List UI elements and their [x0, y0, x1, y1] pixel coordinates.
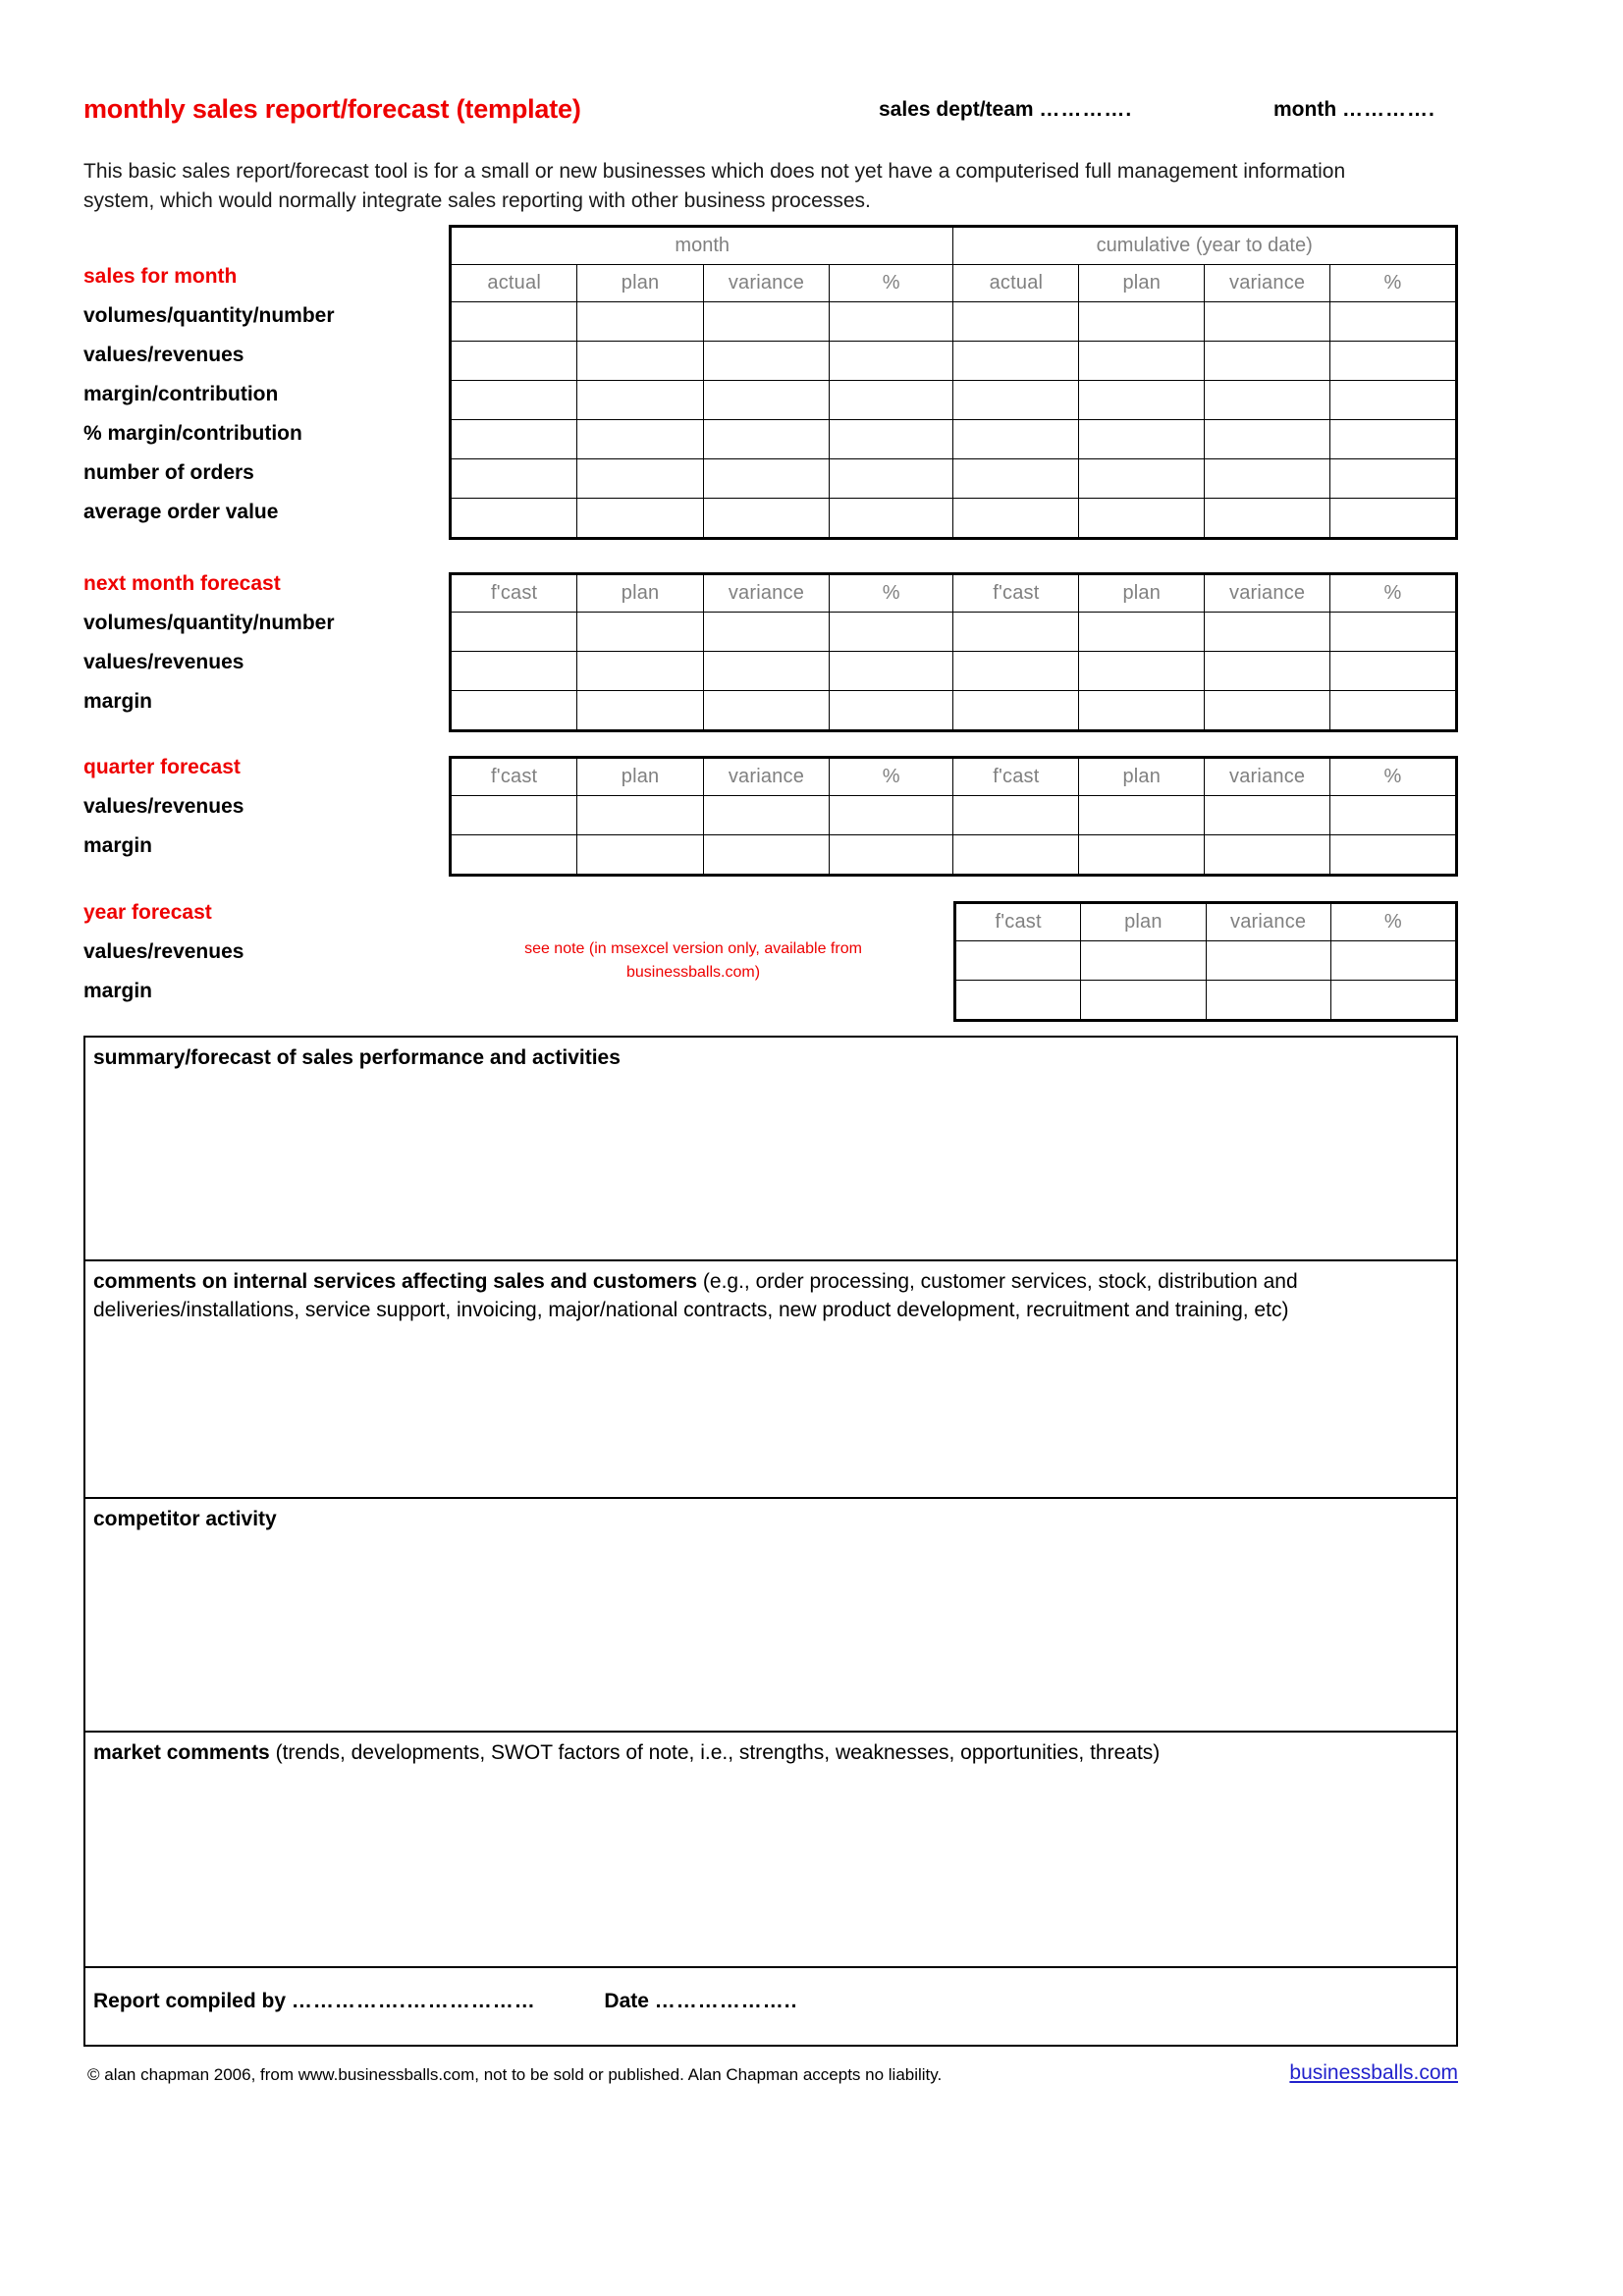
sales-dept-team-dotted-line: …………. [1039, 98, 1133, 121]
input-cell[interactable] [953, 652, 1079, 691]
input-cell[interactable] [953, 459, 1079, 499]
comment-box-competitor-activity[interactable] [85, 1499, 1456, 1733]
input-cell[interactable] [830, 835, 953, 875]
input-cell[interactable] [703, 459, 829, 499]
input-cell[interactable] [452, 499, 577, 538]
table-row [452, 652, 1456, 691]
comment-box-heading [93, 1267, 1448, 1324]
input-cell[interactable] [1205, 381, 1330, 420]
signature-row [85, 1968, 1456, 2045]
group-header-month: month [452, 228, 953, 265]
table-row [452, 835, 1456, 875]
input-cell[interactable] [1205, 459, 1330, 499]
next-month-forecast-labels [83, 564, 437, 721]
input-cell[interactable] [703, 420, 829, 459]
row-label-values: values/revenues [83, 795, 244, 818]
year-forecast-table [953, 901, 1458, 1022]
quarter-forecast-table [449, 756, 1458, 877]
input-cell[interactable] [577, 499, 703, 538]
comment-box-heading [93, 1738, 1448, 1767]
group-header-cumulative: cumulative (year to date) [953, 228, 1456, 265]
comment-box-heading [93, 1505, 1448, 1533]
col-header-ytd-variance: variance [1205, 759, 1330, 796]
input-cell[interactable] [452, 691, 577, 730]
copyright-notice: © alan chapman 2006, from www.businessballs.com, not to be sold or published. Alan Chapman accepts no liability. [87, 2065, 943, 2084]
input-cell[interactable] [1330, 835, 1456, 875]
col-header-ytd-percent: % [1330, 575, 1456, 613]
table-row [452, 499, 1456, 538]
section-title-next-month-forecast: next month forecast [83, 572, 281, 595]
col-header-year-variance: variance [1206, 904, 1330, 941]
date-dotted-line[interactable]: ……………….. [654, 1990, 798, 2012]
comment-box-market-comments[interactable] [85, 1733, 1456, 1968]
input-cell[interactable] [577, 381, 703, 420]
input-cell[interactable] [830, 652, 953, 691]
table-group-header-row [452, 228, 1456, 265]
row-label-values: values/revenues [83, 651, 244, 673]
input-cell[interactable] [452, 796, 577, 835]
input-cell[interactable] [953, 381, 1079, 420]
table-row [956, 981, 1456, 1020]
input-cell[interactable] [830, 459, 953, 499]
input-cell[interactable] [1330, 613, 1456, 652]
comment-box-heading-bold: comments on internal services affecting sales and customers [93, 1270, 698, 1293]
col-header-month-plan: plan [577, 265, 703, 302]
input-cell[interactable] [1205, 613, 1330, 652]
input-cell[interactable] [1330, 459, 1456, 499]
input-cell[interactable] [830, 420, 953, 459]
input-cell[interactable] [703, 835, 829, 875]
input-cell[interactable] [1205, 691, 1330, 730]
input-cell[interactable] [452, 302, 577, 342]
col-header-month-fcast: f'cast [452, 575, 577, 613]
input-cell[interactable] [1330, 420, 1456, 459]
input-cell[interactable] [703, 796, 829, 835]
input-cell[interactable] [452, 613, 577, 652]
input-cell[interactable] [953, 613, 1079, 652]
input-cell[interactable] [953, 796, 1079, 835]
input-cell[interactable] [577, 796, 703, 835]
input-cell[interactable] [1330, 796, 1456, 835]
input-cell[interactable] [577, 691, 703, 730]
input-cell[interactable] [1079, 796, 1205, 835]
input-cell[interactable] [953, 835, 1079, 875]
row-label-values: values/revenues [83, 344, 244, 366]
input-cell[interactable] [830, 302, 953, 342]
table-column-header-row [452, 265, 1456, 302]
input-cell[interactable] [577, 613, 703, 652]
input-cell[interactable] [577, 459, 703, 499]
comment-box-heading-light: (trends, developments, SWOT factors of note, i.e., strengths, weaknesses, opportunities, threats) [269, 1741, 1161, 1764]
table-row [452, 459, 1456, 499]
comment-box-summary-forecast[interactable] [85, 1038, 1456, 1261]
input-cell[interactable] [830, 796, 953, 835]
col-header-year-fcast: f'cast [956, 904, 1081, 941]
input-cell[interactable] [577, 342, 703, 381]
input-cell[interactable] [1205, 652, 1330, 691]
col-header-ytd-plan: plan [1079, 265, 1205, 302]
col-header-ytd-percent: % [1330, 759, 1456, 796]
input-cell[interactable] [956, 981, 1081, 1020]
input-cell[interactable] [703, 691, 829, 730]
msexcel-note: see note (in msexcel version only, available from businessballs.com) [524, 940, 862, 981]
input-cell[interactable] [1330, 941, 1455, 981]
input-cell[interactable] [703, 652, 829, 691]
input-cell[interactable] [452, 342, 577, 381]
col-header-year-plan: plan [1081, 904, 1206, 941]
input-cell[interactable] [577, 420, 703, 459]
input-cell[interactable] [830, 342, 953, 381]
input-cell[interactable] [1330, 381, 1456, 420]
input-cell[interactable] [1079, 420, 1205, 459]
col-header-ytd-variance: variance [1205, 575, 1330, 613]
sales-dept-team-label: sales dept/team [879, 98, 1034, 121]
input-cell[interactable] [1081, 941, 1206, 981]
input-cell[interactable] [1205, 499, 1330, 538]
col-header-month-plan: plan [577, 575, 703, 613]
input-cell[interactable] [1206, 941, 1330, 981]
input-cell[interactable] [1330, 691, 1456, 730]
col-header-ytd-percent: % [1330, 265, 1456, 302]
input-cell[interactable] [1079, 652, 1205, 691]
businessballs-link[interactable]: businessballs.com [1289, 2061, 1458, 2084]
input-cell[interactable] [703, 302, 829, 342]
input-cell[interactable] [452, 381, 577, 420]
row-label-average-order-value: average order value [83, 501, 279, 523]
input-cell[interactable] [452, 459, 577, 499]
input-cell[interactable] [452, 420, 577, 459]
date-label: Date [604, 1990, 649, 2012]
input-cell[interactable] [953, 302, 1079, 342]
table-row [956, 941, 1456, 981]
col-header-month-plan: plan [577, 759, 703, 796]
input-cell[interactable] [452, 835, 577, 875]
input-cell[interactable] [830, 499, 953, 538]
col-header-month-actual: actual [452, 265, 577, 302]
col-header-month-variance: variance [703, 575, 829, 613]
signature-line [93, 1990, 1448, 2013]
comment-box-heading-bold: summary/forecast of sales performance and activities [93, 1046, 621, 1069]
comment-box-heading-bold: market comments [93, 1741, 270, 1764]
input-cell[interactable] [703, 381, 829, 420]
col-header-ytd-plan: plan [1079, 759, 1205, 796]
document-header [83, 94, 1458, 132]
input-cell[interactable] [703, 342, 829, 381]
col-header-month-percent: % [830, 759, 953, 796]
col-header-month-variance: variance [703, 265, 829, 302]
page-title: monthly sales report/forecast (template) [83, 94, 581, 124]
col-header-year-percent: % [1330, 904, 1455, 941]
input-cell[interactable] [1079, 459, 1205, 499]
input-cell[interactable] [830, 381, 953, 420]
col-header-ytd-plan: plan [1079, 575, 1205, 613]
next-month-forecast-table [449, 572, 1458, 732]
col-header-ytd-fcast: f'cast [953, 759, 1079, 796]
input-cell[interactable] [1330, 302, 1456, 342]
input-cell[interactable] [953, 420, 1079, 459]
row-label-margin: margin [83, 834, 153, 857]
comment-box-heading [93, 1043, 1448, 1072]
input-cell[interactable] [1079, 499, 1205, 538]
input-cell[interactable] [1330, 499, 1456, 538]
input-cell[interactable] [1206, 981, 1330, 1020]
table-row [452, 342, 1456, 381]
table-row [452, 613, 1456, 652]
row-label-number-of-orders: number of orders [83, 461, 254, 484]
input-cell[interactable] [452, 652, 577, 691]
row-label-margin: margin [83, 690, 153, 713]
col-header-month-percent: % [830, 575, 953, 613]
sales-for-month-labels [83, 257, 437, 532]
input-cell[interactable] [830, 613, 953, 652]
section-title-sales-for-month: sales for month [83, 265, 238, 288]
input-cell[interactable] [577, 302, 703, 342]
month-dotted-line: …………. [1342, 98, 1435, 121]
input-cell[interactable] [956, 941, 1081, 981]
input-cell[interactable] [577, 835, 703, 875]
col-header-ytd-actual: actual [953, 265, 1079, 302]
report-compiled-by-label: Report compiled by [93, 1990, 287, 2012]
comment-box-heading-light: (e.g., order processing, customer services, stock, distribution and deliveries/installations, service support, invoicing, major/national contracts, new product development, recruitment and training, etc) [93, 1270, 1298, 1321]
table-column-header-row [452, 575, 1456, 613]
table-column-header-row [452, 759, 1456, 796]
table-row [452, 381, 1456, 420]
input-cell[interactable] [1079, 835, 1205, 875]
input-cell[interactable] [1079, 691, 1205, 730]
table-row [452, 691, 1456, 730]
input-cell[interactable] [577, 652, 703, 691]
comment-box-internal-services[interactable] [85, 1261, 1456, 1499]
input-cell[interactable] [1330, 342, 1456, 381]
sales-dept-team-field[interactable] [879, 98, 1132, 122]
sales-for-month-table [449, 225, 1458, 540]
row-label-margin-contribution: margin/contribution [83, 383, 279, 405]
input-cell[interactable] [830, 691, 953, 730]
input-cell[interactable] [1205, 796, 1330, 835]
col-header-ytd-variance: variance [1205, 265, 1330, 302]
input-cell[interactable] [1205, 835, 1330, 875]
input-cell[interactable] [1079, 342, 1205, 381]
input-cell[interactable] [703, 499, 829, 538]
col-header-month-fcast: f'cast [452, 759, 577, 796]
table-column-header-row [956, 904, 1456, 941]
input-cell[interactable] [1079, 302, 1205, 342]
input-cell[interactable] [953, 342, 1079, 381]
row-label-values: values/revenues [83, 940, 244, 963]
input-cell[interactable] [1079, 381, 1205, 420]
table-row [452, 302, 1456, 342]
col-header-month-percent: % [830, 265, 953, 302]
input-cell[interactable] [703, 613, 829, 652]
table-row [452, 796, 1456, 835]
row-label-volumes: volumes/quantity/number [83, 612, 335, 634]
input-cell[interactable] [1205, 342, 1330, 381]
row-label-pct-margin-contribution: % margin/contribution [83, 422, 302, 445]
comment-box-heading-bold: competitor activity [93, 1508, 277, 1530]
intro-paragraph: This basic sales report/forecast tool is for a small or new businesses which does not yet have a computerised full management information system, which would normally integrate sales reporting with other business processes. [83, 160, 1346, 212]
report-compiled-by-dotted-line[interactable]: …………….……………… [291, 1990, 536, 2012]
col-header-ytd-fcast: f'cast [953, 575, 1079, 613]
input-cell[interactable] [953, 691, 1079, 730]
document-footer [83, 2061, 1458, 2099]
section-title-year-forecast: year forecast [83, 901, 212, 924]
row-label-volumes: volumes/quantity/number [83, 304, 335, 327]
month-field[interactable] [1273, 98, 1435, 122]
input-cell[interactable] [1330, 652, 1456, 691]
input-cell[interactable] [1205, 302, 1330, 342]
quarter-forecast-labels [83, 748, 437, 866]
comment-boxes [83, 1036, 1458, 2047]
col-header-month-variance: variance [703, 759, 829, 796]
year-forecast-labels [83, 893, 437, 1011]
input-cell[interactable] [1205, 420, 1330, 459]
month-label: month [1273, 98, 1337, 121]
input-cell[interactable] [1330, 981, 1455, 1020]
input-cell[interactable] [1081, 981, 1206, 1020]
row-label-margin: margin [83, 980, 153, 1002]
section-title-quarter-forecast: quarter forecast [83, 756, 241, 778]
table-row [452, 420, 1456, 459]
input-cell[interactable] [953, 499, 1079, 538]
input-cell[interactable] [1079, 613, 1205, 652]
